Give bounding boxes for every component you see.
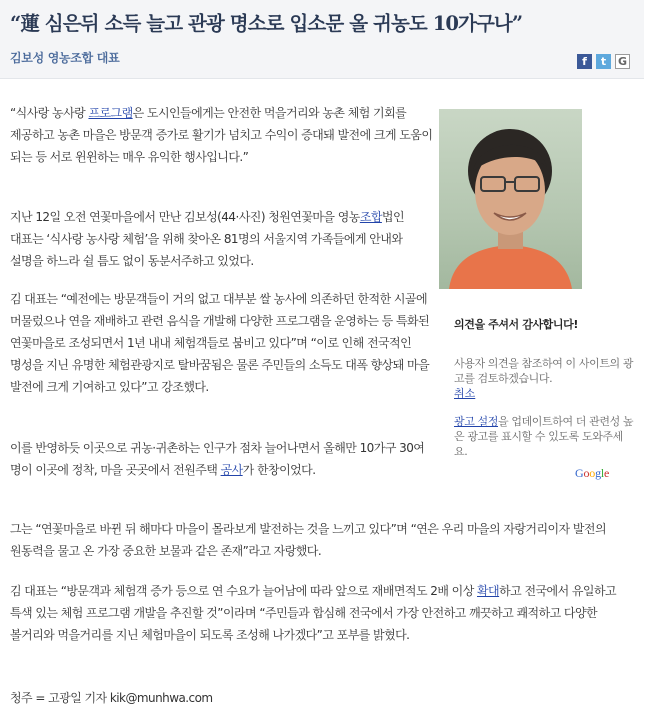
- program-link[interactable]: 프로그램: [88, 106, 133, 120]
- union-link[interactable]: 조합: [359, 210, 382, 224]
- paragraph-text: 하고 전국에서 유일하고 특색 있는 체험 프로그램 개발을 추진할 것”이라며 “주민들과 합심해 전국에서 가장 안전하고 깨끗하고 쾌적하고 다양한 볼거리와 먹을거리를 지닌 체험마을이 되도록 조성해 나가겠다”고 포부를 밝혔다.: [10, 584, 617, 642]
- facebook-icon[interactable]: f: [577, 54, 592, 69]
- article-paragraph-1: [10, 102, 435, 168]
- ad-settings-text: [454, 414, 634, 459]
- article-byline: 청주 = 고광일 기자 kik@munhwa.com: [10, 691, 213, 705]
- ad-cancel-link[interactable]: 취소: [454, 387, 476, 400]
- ad-feedback-box: [454, 316, 634, 459]
- paragraph-text: 법인 대표는 ‘식사랑 농사랑 체험’을 위해 찾아온 81명의 서울지역 가족들에게 안내와 설명을 하느라 쉴 틈도 없이 동분서주하고 있었다.: [10, 210, 405, 268]
- ad-feedback-description: 사용자 의견을 참조하여 이 사이트의 광고를 검토하겠습니다.: [454, 357, 634, 385]
- ad-settings-description: 을 업데이트하여 더 관련성 높은 광고를 표시할 수 있도록 도와주세요.: [454, 415, 634, 458]
- paragraph-text: 이를 반영하듯 이곳으로 귀농·귀촌하는 인구가 점차 늘어나면서 올해만 10가구 30여 명이 이곳에 정착, 마을 곳곳에서 전원주택: [10, 441, 425, 477]
- paragraph-text: 가 한창이었다.: [242, 463, 316, 477]
- interviewee-photo: [439, 109, 582, 289]
- article-paragraph-5: 그는 “연꽃마을로 바뀐 뒤 해마다 마을이 몰라보게 발전하는 것을 느끼고 있다”며 “연은 우리 마을의 자랑거리이자 발전의 원동력을 물고 온 가장 중요한 보물과 같은 존재”라고 자랑했다.: [10, 522, 606, 558]
- paragraph-text: 김 대표는 “방문객과 체험객 증가 등으로 연 수요가 늘어남에 따라 앞으로 재배면적도 2배 이상: [10, 584, 478, 598]
- construction-link[interactable]: 공사: [220, 463, 243, 477]
- expand-link[interactable]: 확대: [477, 584, 500, 598]
- paragraph-text: 지난 12일 오전 연꽃마을에서 만난 김보성(44·사진) 청원연꽃마을 영농: [10, 210, 360, 224]
- ad-feedback-title: 의견을 주셔서 감사합니다!: [454, 318, 578, 331]
- google-logo-text: Google: [575, 466, 610, 480]
- article-header: [0, 0, 644, 79]
- google-logo: [575, 466, 609, 481]
- article-paragraph-6: [10, 580, 635, 646]
- article-subtitle: 김보성 영농조합 대표: [10, 51, 120, 65]
- article-paragraph-3: 김 대표는 “예전에는 방문객들이 거의 없고 대부분 쌀 농사에 의존하던 한적한 시골에 머물렀으나 연을 재배하고 관련 음식을 개발해 다양한 프로그램을 운영하는 등 특화된 연꽃마을로 조성되면서 1년 내내 체험객들로 붐비고 있다”며 “이로 인해 전국적인 명성을 지닌 유명한 체험관광지로 탈바꿈됨은 물론 주민들의 소득도 대폭 향상돼 마을 발전에 크게 기여하고 있다”고 강조했다.: [10, 292, 430, 394]
- ad-settings-link[interactable]: 광고 설정: [454, 415, 499, 428]
- article-paragraph-4: [10, 437, 435, 481]
- portrait-illustration: [439, 109, 582, 289]
- google-icon[interactable]: G: [615, 54, 630, 69]
- paragraph-text: “식사랑 농사랑: [10, 106, 89, 120]
- article-title: “蓮 심은뒤 소득 늘고 관광 명소로 입소문 올 귀농도 10가구나”: [10, 12, 523, 35]
- share-bar: [577, 54, 630, 69]
- article-paragraph-2: [10, 206, 435, 272]
- twitter-icon[interactable]: t: [596, 54, 611, 69]
- paragraph-text: 은 도시인들에게는 안전한 먹을거리와 농촌 체험 기회를 제공하고 농촌 마을은 방문객 증가로 활기가 넘치고 수익이 증대돼 발전에 크게 도움이 되는 등 서로 윈윈하는 매우 유익한 행사입니다.”: [10, 106, 433, 164]
